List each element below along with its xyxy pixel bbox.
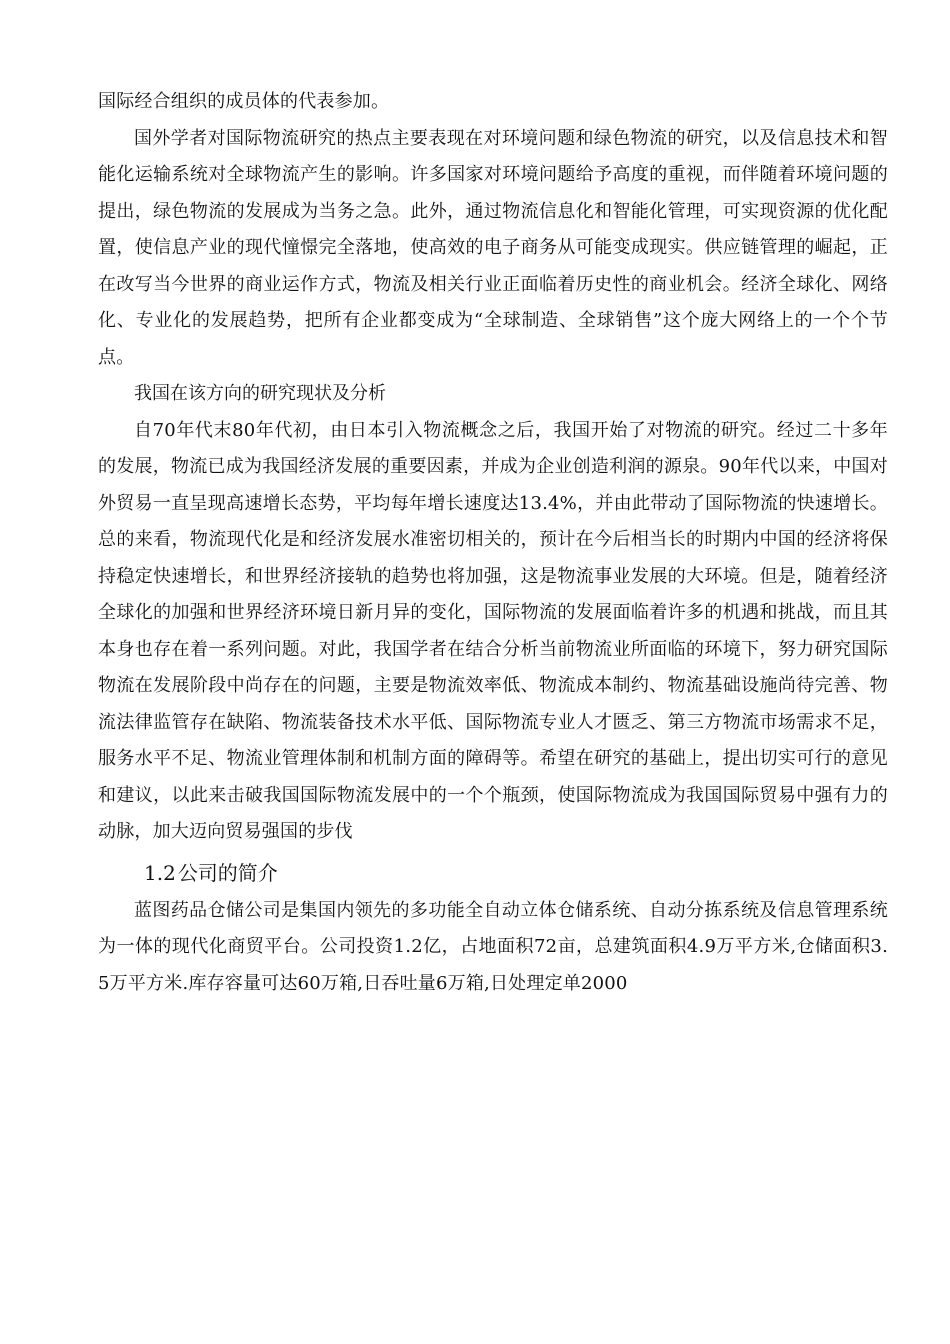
section-title: 公司的简介 [177,860,278,885]
paragraph-foreign-research: 国外学者对国际物流研究的热点主要表现在对环境问题和绿色物流的研究，以及信息技术和智能化运输系统对全球物流产生的影响。许多国家对环境问题给予高度的重视，而伴随着环境问题的提出，绿色物流的发展成为当务之急。此外，通过物流信息化和智能化管理，可实现资源的优化配置，使信息产业的现代憧憬完全落地，使高效的电子商务从可能变成现实。供应链管理的崛起，正在改写当今世界的商业运作方式，物流及相关行业正面临着历史性的商业机会。经济全球化、网络化、专业化的发展趋势，把所有企业都变成为“全球制造、全球销售”这个庞大网络上的一个个节点。 [98,127,888,368]
document-body [98,84,888,1002]
section-number: 1.2 [144,860,176,885]
subheading-domestic-research: 我国在该方向的研究现状及分析 [134,383,386,404]
section-heading-company-intro [98,853,888,893]
paragraph-company-intro: 蓝图药品仓储公司是集国内领先的多功能全自动立体仓储系统、自动分拣系统及信息管理系统为一体的现代化商贸平台。公司投资1.2亿，占地面积72亩，总建筑面积4.9万平方米,仓储面积3.5万平方米.库存容量可达60万箱,日吞吐量6万箱,日处理定单2000 [98,899,888,994]
paragraph-domestic-research: 自70年代末80年代初，由日本引入物流概念之后，我国开始了对物流的研究。经过二十多年的发展，物流已成为我国经济发展的重要因素，并成为企业创造利润的源泉。90年代以来，中国对外贸易一直呈现高速增长态势，平均每年增长速度达13.4%，并由此带动了国际物流的快速增长。总的来看，物流现代化是和经济发展水准密切相关的，预计在今后相当长的时期内中国的经济将保持稳定快速增长，和世界经济接轨的趋势也将加强，这是物流事业发展的大环境。但是，随着经济全球化的加强和世界经济环境日新月异的变化，国际物流的发展面临着许多的机遇和挑战，而且其本身也存在着一系列问题。对此，我国学者在结合分析当前物流业所面临的环境下，努力研究国际物流在发展阶段中尚存在的问题，主要是物流效率低、物流成本制约、物流基础设施尚待完善、物流法律监管存在缺陷、物流装备技术水平低、国际物流专业人才匮乏、第三方物流市场需求不足，服务水平不足、物流业管理体制和机制方面的障碍等。希望在研究的基础上，提出切实可行的意见和建议，以此来击破我国国际物流发展中的一个个瓶颈，使国际物流成为我国国际贸易中强有力的动脉，加大迈向贸易强国的步伐 [98,419,888,842]
paragraph-continuation: 国际经合组织的成员体的代表参加。 [98,91,390,112]
